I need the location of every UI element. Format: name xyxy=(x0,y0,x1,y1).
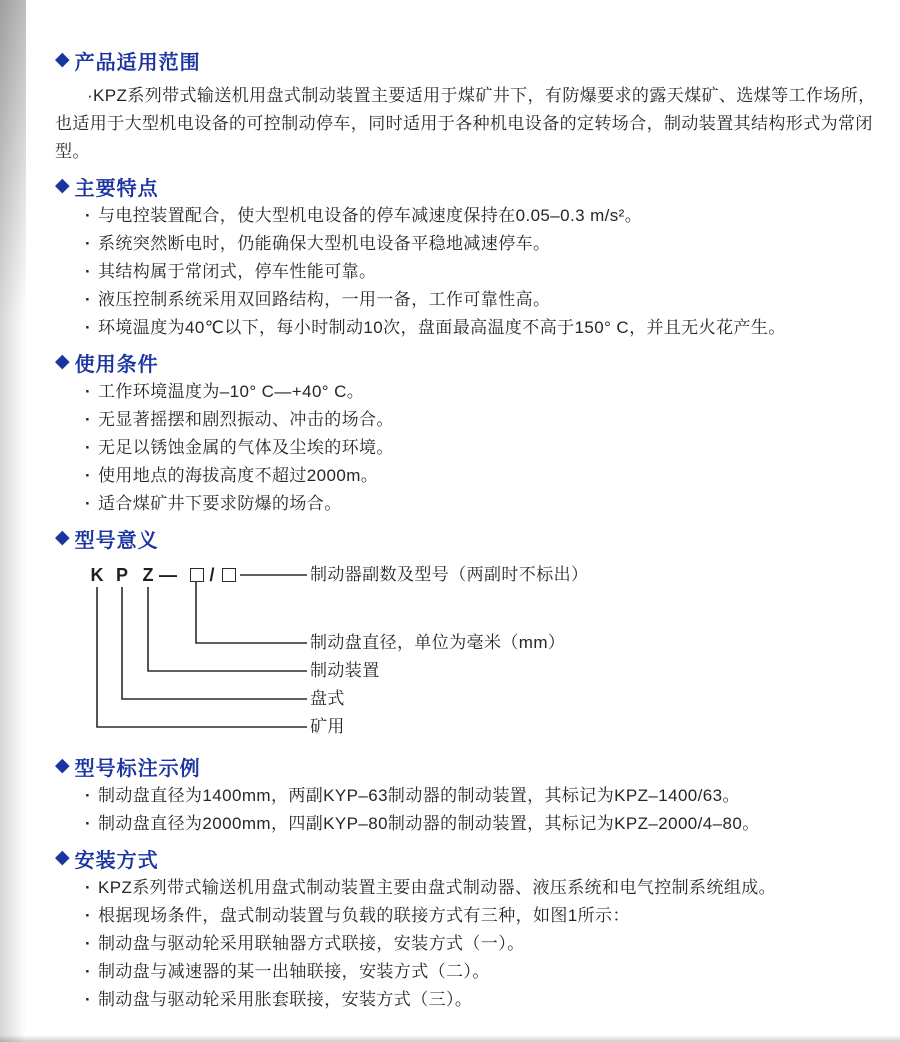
section-heading-model xyxy=(55,524,877,552)
section-heading-installation xyxy=(55,844,877,872)
model-code-diagram xyxy=(55,558,877,744)
list-item xyxy=(55,230,877,258)
diamond-icon: ◆ xyxy=(55,48,70,70)
list-item xyxy=(55,314,877,342)
bullet-text: 系统突然断电时，仍能确保大型机电设备平稳地减速停车。 xyxy=(98,234,551,253)
bullet-dot: · xyxy=(85,786,92,805)
bullet-dot: · xyxy=(85,934,92,953)
bullet-text: 制动盘直径为2000mm，四副KYP–80制动器的制动装置，其标记为KPZ–2000/4–80。 xyxy=(98,814,760,833)
installation-list xyxy=(55,874,877,1014)
bullet-dot: · xyxy=(85,290,92,309)
bullet-dot: · xyxy=(85,466,92,485)
section-title-features: 主要特点 xyxy=(74,177,159,200)
section-title-scope: 产品适用范围 xyxy=(74,51,201,74)
list-item xyxy=(55,902,877,930)
section-heading-conditions xyxy=(55,348,877,376)
diagram-label: 制动盘直径，单位为毫米（mm） xyxy=(310,633,566,652)
section-title-installation: 安装方式 xyxy=(74,849,159,872)
section-heading-features xyxy=(55,172,877,200)
diagram-label: 盘式 xyxy=(310,689,345,708)
scope-paragraph: ·KPZ系列带式输送机用盘式制动装置主要适用于煤矿井下，有防爆要求的露天煤矿、选煤等工作场所，也适用于大型机电设备的可控制动停车，同时适用于各种机电设备的定转场合，制动装置其结构形式为常闭型。 xyxy=(55,86,876,161)
bullet-dot: · xyxy=(85,906,92,925)
bullet-text: 制动盘与驱动轮采用联轴器方式联接，安装方式（一）。 xyxy=(98,934,525,953)
bullet-text: 无足以锈蚀金属的气体及尘埃的环境。 xyxy=(98,438,394,457)
model-letter-z: Z xyxy=(142,565,154,585)
bullet-text: 适合煤矿井下要求防爆的场合。 xyxy=(98,494,342,513)
list-item xyxy=(55,462,877,490)
list-item xyxy=(55,930,877,958)
diamond-icon: ◆ xyxy=(55,754,70,776)
bullet-dot: · xyxy=(85,234,92,253)
bullet-dot: · xyxy=(85,410,92,429)
section-title-conditions: 使用条件 xyxy=(74,353,159,376)
document-content xyxy=(55,0,877,1014)
list-item xyxy=(55,490,877,518)
section-title-model: 型号意义 xyxy=(74,529,159,552)
section-title-examples: 型号标注示例 xyxy=(74,757,201,780)
bullet-dot: · xyxy=(85,382,92,401)
bullet-dot: · xyxy=(85,206,92,225)
list-item xyxy=(55,986,877,1014)
bullet-text: 使用地点的海拔高度不超过2000m。 xyxy=(98,466,379,485)
list-item xyxy=(55,202,877,230)
bullet-text: 根据现场条件，盘式制动装置与负载的联接方式有三种，如图1所示： xyxy=(98,906,630,925)
section-heading-scope xyxy=(55,46,877,74)
list-item xyxy=(55,958,877,986)
diagram-label: 制动器副数及型号（两副时不标出） xyxy=(310,565,589,584)
bullet-dot: · xyxy=(85,438,92,457)
diamond-icon: ◆ xyxy=(55,526,70,548)
model-slash: / xyxy=(209,565,215,585)
diagram-label: 矿用 xyxy=(310,717,345,736)
list-item xyxy=(55,378,877,406)
bullet-dot: · xyxy=(85,494,92,513)
list-item xyxy=(55,258,877,286)
bullet-dot: · xyxy=(85,318,92,337)
list-item xyxy=(55,434,877,462)
bullet-dot: · xyxy=(85,990,92,1009)
features-list xyxy=(55,202,877,342)
diamond-icon: ◆ xyxy=(55,846,70,868)
page-bottom-shadow xyxy=(0,1035,900,1042)
model-letter-k: K xyxy=(90,565,104,585)
bullet-text: 无显著摇摆和剧烈振动、冲击的场合。 xyxy=(98,410,394,429)
diagram-label: 制动装置 xyxy=(310,661,380,680)
bullet-text: 工作环境温度为–10° C—+40° C。 xyxy=(98,382,365,401)
bullet-dot: · xyxy=(85,878,92,897)
list-item xyxy=(55,406,877,434)
bullet-text: 液压控制系统采用双回路结构，一用一备，工作可靠性高。 xyxy=(98,290,551,309)
bullet-text: 与电控装置配合，使大型机电设备的停车减速度保持在0.05–0.3 m/s²。 xyxy=(98,206,643,225)
list-item xyxy=(55,810,877,838)
bullet-text: 环境温度为40℃以下，每小时制动10次，盘面最高温度不高于150° C，并且无火花产生。 xyxy=(98,318,786,337)
section-heading-examples xyxy=(55,752,877,780)
model-letter-p: P xyxy=(115,565,128,585)
list-item xyxy=(55,874,877,902)
page-left-top-shadow xyxy=(0,0,26,320)
bullet-dot: · xyxy=(85,814,92,833)
diamond-icon: ◆ xyxy=(55,350,70,372)
bullet-text: 制动盘直径为1400mm，两副KYP–63制动器的制动装置，其标记为KPZ–1400/63。 xyxy=(98,786,740,805)
bullet-text: 制动盘与驱动轮采用胀套联接，安装方式（三）。 xyxy=(98,990,473,1009)
examples-list xyxy=(55,782,877,838)
list-item xyxy=(55,782,877,810)
conditions-list xyxy=(55,378,877,518)
bullet-dot: · xyxy=(85,962,92,981)
list-item xyxy=(55,286,877,314)
bullet-dot: · xyxy=(85,262,92,281)
model-dash: — xyxy=(159,565,177,585)
bullet-text: 制动盘与减速器的某一出轴联接，安装方式（二）。 xyxy=(98,962,490,981)
model-box-icon xyxy=(222,568,236,582)
bullet-text: 其结构属于常闭式，停车性能可靠。 xyxy=(98,262,377,281)
bullet-text: KPZ系列带式输送机用盘式制动装置主要由盘式制动器、液压系统和电气控制系统组成。 xyxy=(98,878,777,897)
diamond-icon: ◆ xyxy=(55,174,70,196)
